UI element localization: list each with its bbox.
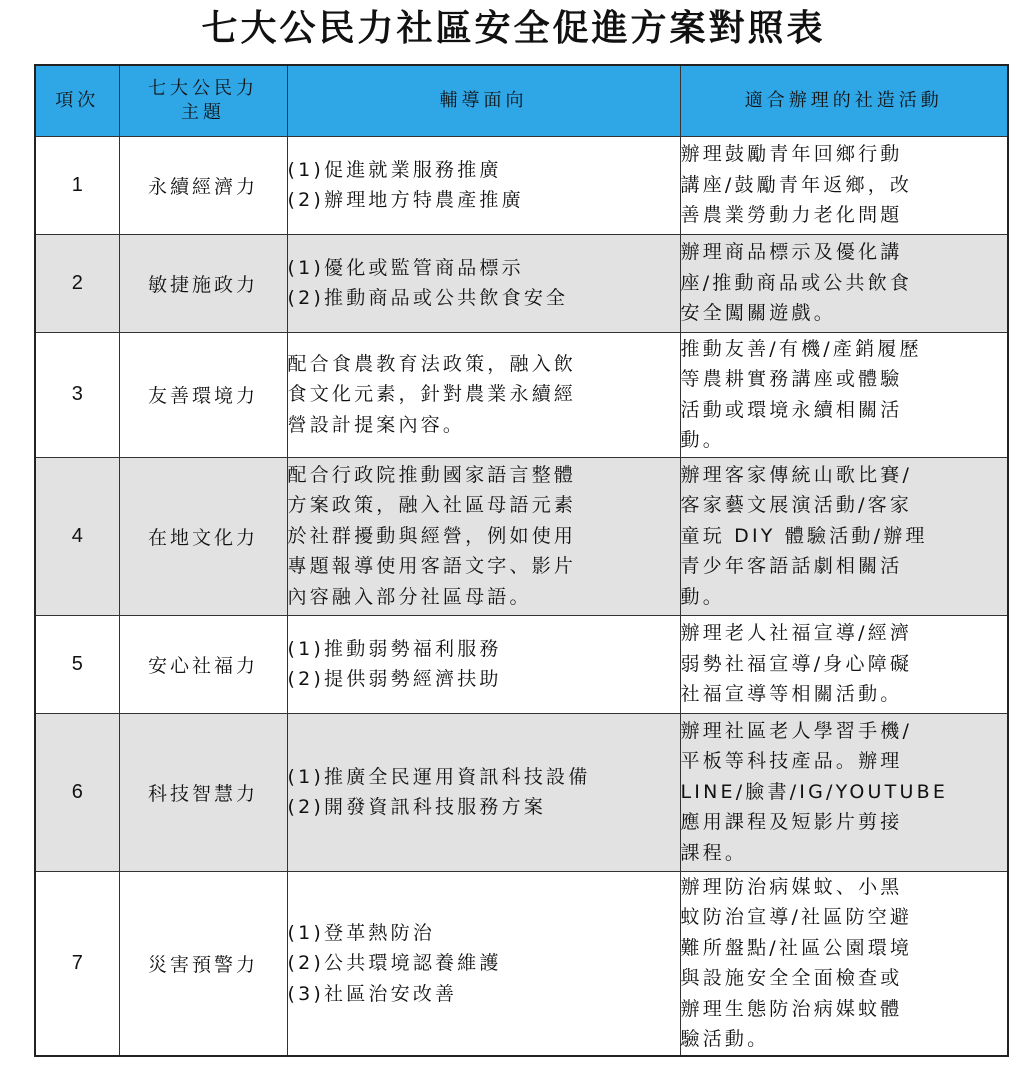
row-theme: 友善環境力 bbox=[119, 332, 287, 457]
activity-line: 等農耕實務講座或體驗 bbox=[680, 368, 903, 390]
aspect-line: 營設計提案內容。 bbox=[287, 413, 466, 436]
activity-line: 辦理防治病媒蚊、小黑 bbox=[680, 875, 903, 898]
table-row bbox=[35, 871, 1008, 1056]
row-aspect bbox=[287, 332, 680, 457]
activity-line: 動。 bbox=[680, 429, 725, 451]
table-row bbox=[35, 234, 1008, 332]
row-aspect bbox=[287, 136, 680, 234]
row-activity bbox=[680, 615, 1008, 713]
aspect-line: (2)推動商品或公共飲食安全 bbox=[287, 287, 569, 309]
row-number: 6 bbox=[35, 713, 119, 871]
activity-line: 弱勢社福宣導/身心障礙 bbox=[680, 652, 913, 675]
comparison-table bbox=[34, 64, 1009, 1057]
activity-line: LINE/臉書/IG/YOUTUBE bbox=[680, 780, 949, 803]
row-number: 2 bbox=[35, 234, 119, 332]
row-number: 4 bbox=[35, 457, 119, 615]
activity-line: 客家藝文展演活動/客家 bbox=[680, 494, 913, 517]
activity-line: 善農業勞動力老化問題 bbox=[680, 204, 903, 227]
row-theme: 科技智慧力 bbox=[119, 713, 287, 871]
activity-line: 青少年客語話劇相關活 bbox=[680, 555, 903, 578]
row-activity bbox=[680, 234, 1008, 332]
header-theme-line1: 七大公民力 bbox=[148, 77, 258, 99]
header-theme bbox=[119, 65, 287, 136]
table-row bbox=[35, 332, 1008, 457]
activity-line: 辦理商品標示及優化講 bbox=[680, 241, 903, 264]
row-activity bbox=[680, 871, 1008, 1056]
table-row bbox=[35, 713, 1008, 871]
activity-line: 辦理老人社福宣導/經濟 bbox=[680, 622, 913, 645]
aspect-line: (2)公共環境認養維護 bbox=[287, 952, 502, 974]
activity-line: 辦理社區老人學習手機/ bbox=[680, 719, 913, 742]
row-aspect bbox=[287, 234, 680, 332]
row-number: 1 bbox=[35, 136, 119, 234]
table-body bbox=[35, 136, 1008, 1056]
activity-line: 童玩 DIY 體驗活動/辦理 bbox=[680, 524, 928, 547]
row-activity bbox=[680, 457, 1008, 615]
row-theme: 安心社福力 bbox=[119, 615, 287, 713]
header-row bbox=[35, 65, 1008, 136]
activity-line: 辦理鼓勵青年回鄉行動 bbox=[680, 143, 903, 166]
aspect-line: 內容融入部分社區母語。 bbox=[287, 585, 532, 608]
header-item-no: 項次 bbox=[35, 65, 119, 136]
aspect-line: (2)提供弱勢經濟扶助 bbox=[287, 668, 502, 690]
aspect-line: (1)推廣全民運用資訊科技設備 bbox=[287, 765, 591, 788]
row-aspect bbox=[287, 615, 680, 713]
header-aspect: 輔導面向 bbox=[287, 65, 680, 136]
row-aspect bbox=[287, 871, 680, 1056]
aspect-line: 專題報導使用客語文字、影片 bbox=[287, 555, 577, 578]
aspect-line: (1)促進就業服務推廣 bbox=[287, 158, 502, 181]
activity-line: 難所盤點/社區公園環境 bbox=[680, 936, 913, 959]
aspect-line: 配合食農教育法政策，融入飲 bbox=[287, 352, 577, 375]
aspect-line: (3)社區治安改善 bbox=[287, 982, 458, 1005]
row-theme: 永續經濟力 bbox=[119, 136, 287, 234]
table-row bbox=[35, 457, 1008, 615]
activity-line: 座/推動商品或公共飲食 bbox=[680, 271, 913, 294]
aspect-line: 配合行政院推動國家語言整體 bbox=[287, 463, 577, 486]
row-theme: 在地文化力 bbox=[119, 457, 287, 615]
activity-line: 推動友善/有機/產銷履歷 bbox=[680, 337, 922, 360]
row-aspect bbox=[287, 713, 680, 871]
aspect-line: (1)推動弱勢福利服務 bbox=[287, 637, 502, 660]
table-row bbox=[35, 136, 1008, 234]
activity-line: 安全闖關遊戲。 bbox=[680, 302, 836, 325]
activity-line: 蚊防治宣導/社區防空避 bbox=[680, 906, 913, 929]
row-number: 7 bbox=[35, 871, 119, 1056]
row-number: 5 bbox=[35, 615, 119, 713]
page-title: 七大公民力社區安全促進方案對照表 bbox=[201, 8, 826, 49]
aspect-line: (2)開發資訊科技服務方案 bbox=[287, 796, 547, 818]
aspect-line: 食文化元素，針對農業永續經 bbox=[287, 383, 577, 406]
row-aspect bbox=[287, 457, 680, 615]
activity-line: 驗活動。 bbox=[680, 1028, 770, 1051]
aspect-line: (1)優化或監管商品標示 bbox=[287, 256, 524, 279]
aspect-line: (2)辦理地方特農產推廣 bbox=[287, 189, 524, 211]
header-theme-line2: 主題 bbox=[181, 101, 225, 123]
row-theme: 災害預警力 bbox=[119, 871, 287, 1056]
activity-line: 與設施安全全面檢查或 bbox=[680, 967, 903, 990]
header-activity: 適合辦理的社造活動 bbox=[680, 65, 1008, 136]
activity-line: 辦理生態防治病媒蚊體 bbox=[680, 997, 903, 1020]
aspect-line: 於社群擾動與經營，例如使用 bbox=[287, 524, 577, 547]
activity-line: 講座/鼓勵青年返鄉，改 bbox=[680, 173, 913, 196]
row-activity bbox=[680, 713, 1008, 871]
activity-line: 活動或環境永續相關活 bbox=[680, 398, 903, 421]
row-theme: 敏捷施政力 bbox=[119, 234, 287, 332]
activity-line: 應用課程及短影片剪接 bbox=[680, 811, 903, 834]
activity-line: 平板等科技產品。辦理 bbox=[680, 750, 903, 773]
aspect-line: 方案政策，融入社區母語元素 bbox=[287, 494, 577, 517]
activity-line: 動。 bbox=[680, 585, 725, 608]
activity-line: 辦理客家傳統山歌比賽/ bbox=[680, 463, 913, 486]
row-activity bbox=[680, 332, 1008, 457]
activity-line: 課程。 bbox=[680, 841, 748, 864]
aspect-line: (1)登革熱防治 bbox=[287, 921, 436, 944]
row-number: 3 bbox=[35, 332, 119, 457]
row-activity bbox=[680, 136, 1008, 234]
activity-line: 社福宣導等相關活動。 bbox=[680, 683, 903, 706]
table-row bbox=[35, 615, 1008, 713]
